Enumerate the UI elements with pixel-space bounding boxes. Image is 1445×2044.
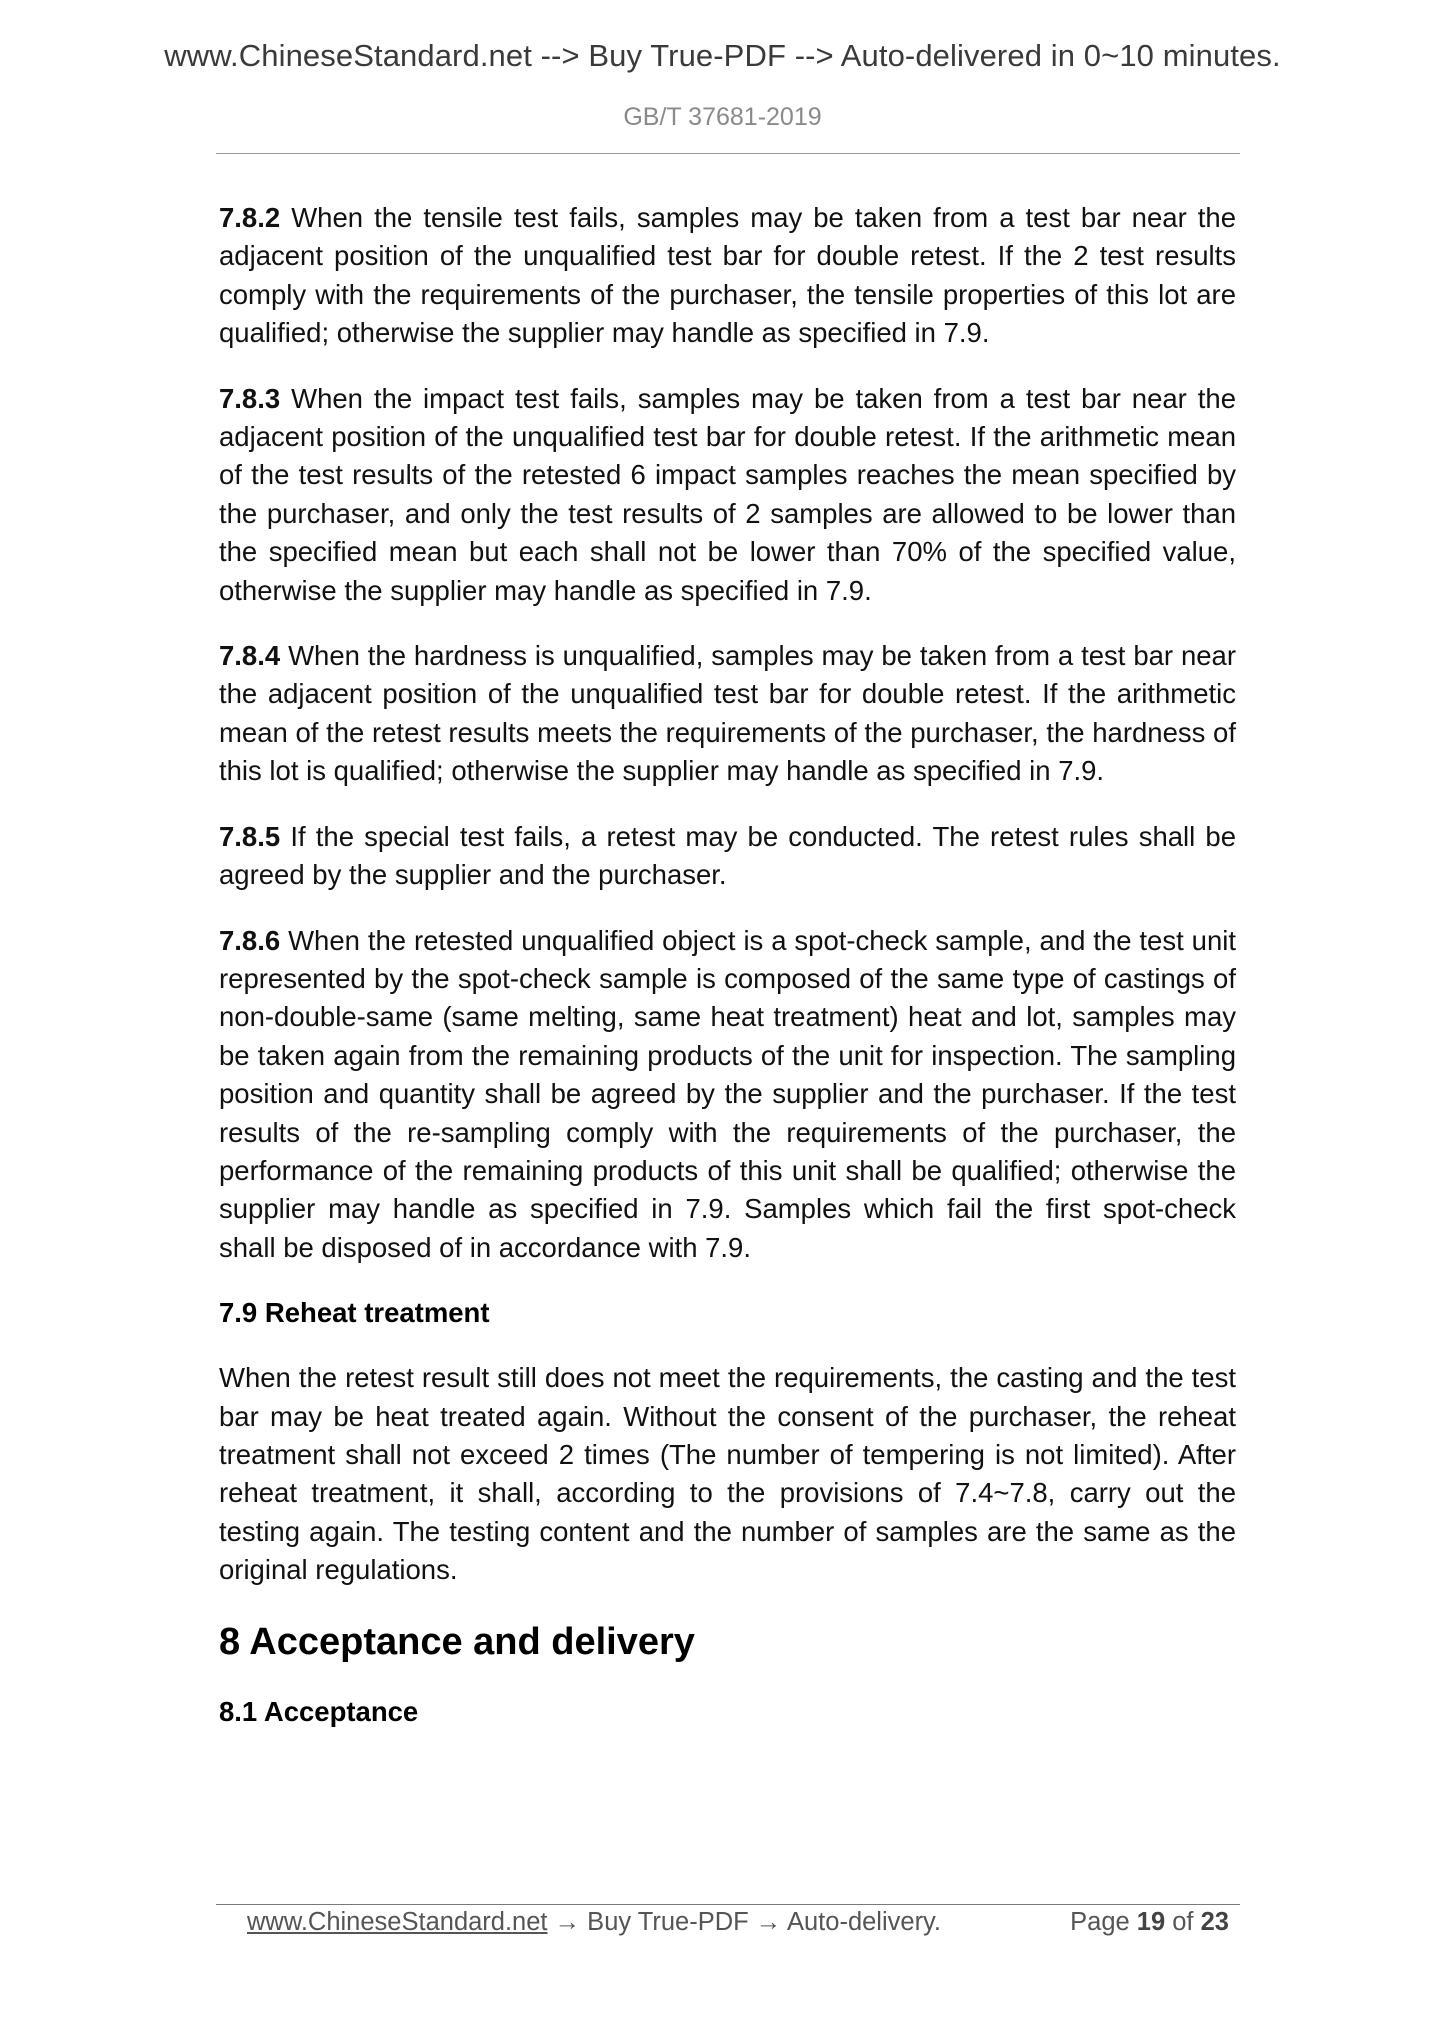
footer-divider <box>216 1904 1240 1905</box>
page-indicator <box>1070 1908 1229 1937</box>
standard-code: GB/T 37681-2019 <box>623 103 822 131</box>
clause-7-9-text: When the retest result still does not meet the requirements, the casting and the test bar may be heat treated again. Without the consent of the purchaser, the reheat treatment shall not exceed 2 times (The number of tempering is not limited). After reheat treatment, it shall, according to the provisions of 7.4~7.8, carry out the testing again. The testing content and the number of samples are the same as the original regulations. <box>219 1362 1236 1586</box>
clause-number: 7.8.2 <box>219 202 281 233</box>
of-label: of <box>1172 1908 1194 1936</box>
page-current: 19 <box>1136 1908 1166 1936</box>
page-footer <box>247 1908 1237 1937</box>
clause-text: When the impact test fails, samples may be taken from a test bar near the adjacent position of the unqualified test bar for double retest. If the arithmetic mean of the test results of the retested 6 impact samples reaches the mean specified by the purchaser, and only the test results of 2 samples are allowed to be lower than the specified mean but each shall not be lower than 70% of the specified value, otherwise the supplier may handle as specified in 7.9. <box>219 382 1236 606</box>
header-divider <box>216 153 1240 154</box>
clause-number: 7.8.5 <box>219 820 281 852</box>
clause-7-8-3 <box>219 380 1236 610</box>
top-banner: www.ChineseStandard.net --> Buy True-PDF --> Auto-delivered in 0~10 minutes. <box>164 38 1281 73</box>
footer-tagline: → Buy True-PDF → Auto-delivery. <box>547 1908 941 1936</box>
clause-text: When the hardness is unqualified, samples may be taken from a test bar near the adjacent position of the unqualified test bar for double retest. If the arithmetic mean of the retest results meets the requirements of the purchaser, the hardness of this lot is qualified; otherwise the supplier may handle as specified in 7.9. <box>219 640 1236 787</box>
clause-text: If the special test fails, a retest may be conducted. The retest rules shall be agreed by the supplier and the purchaser. <box>219 820 1236 891</box>
section-heading-8-1: 8.1 Acceptance <box>219 1695 419 1727</box>
clause-7-8-4 <box>219 637 1236 791</box>
chapter-heading-8: 8 Acceptance and delivery <box>219 1620 695 1663</box>
clause-text: When the retested unqualified object is a spot-check sample, and the test unit represented by the spot-check sample is composed of the same type of castings of non-double-same (same melting, same heat treatment) heat and lot, samples may be taken again from the remaining products of the unit for inspection. The sampling position and quantity shall be agreed by the supplier and the purchaser. If the test results of the re-sampling comply with the requirements of the purchaser, the performance of the remaining products of this unit shall be qualified; otherwise the supplier may handle as specified in 7.9. Samples which fail the first spot-check shall be disposed of in accordance with 7.9. <box>219 924 1236 1263</box>
clause-text: When the tensile test fails, samples may be taken from a test bar near the adjacent position of the unqualified test bar for double retest. If the 2 test results comply with the requirements of the purchaser, the tensile properties of this lot are qualified; otherwise the supplier may handle as specified in 7.9. <box>219 202 1236 349</box>
clause-number: 7.8.4 <box>219 640 281 672</box>
section-heading-7-9: 7.9 Reheat treatment <box>219 1297 490 1329</box>
document-body <box>219 199 1236 1758</box>
clause-7-8-6 <box>219 922 1236 1268</box>
clause-number: 7.8.3 <box>219 382 281 414</box>
footer-site-link[interactable]: www.ChineseStandard.net <box>247 1908 548 1936</box>
page-label: Page <box>1070 1908 1130 1936</box>
clause-7-8-2 <box>219 199 1236 353</box>
clause-number: 7.8.6 <box>219 924 281 956</box>
clause-7-8-5 <box>219 818 1236 895</box>
page-total: 23 <box>1200 1908 1229 1936</box>
